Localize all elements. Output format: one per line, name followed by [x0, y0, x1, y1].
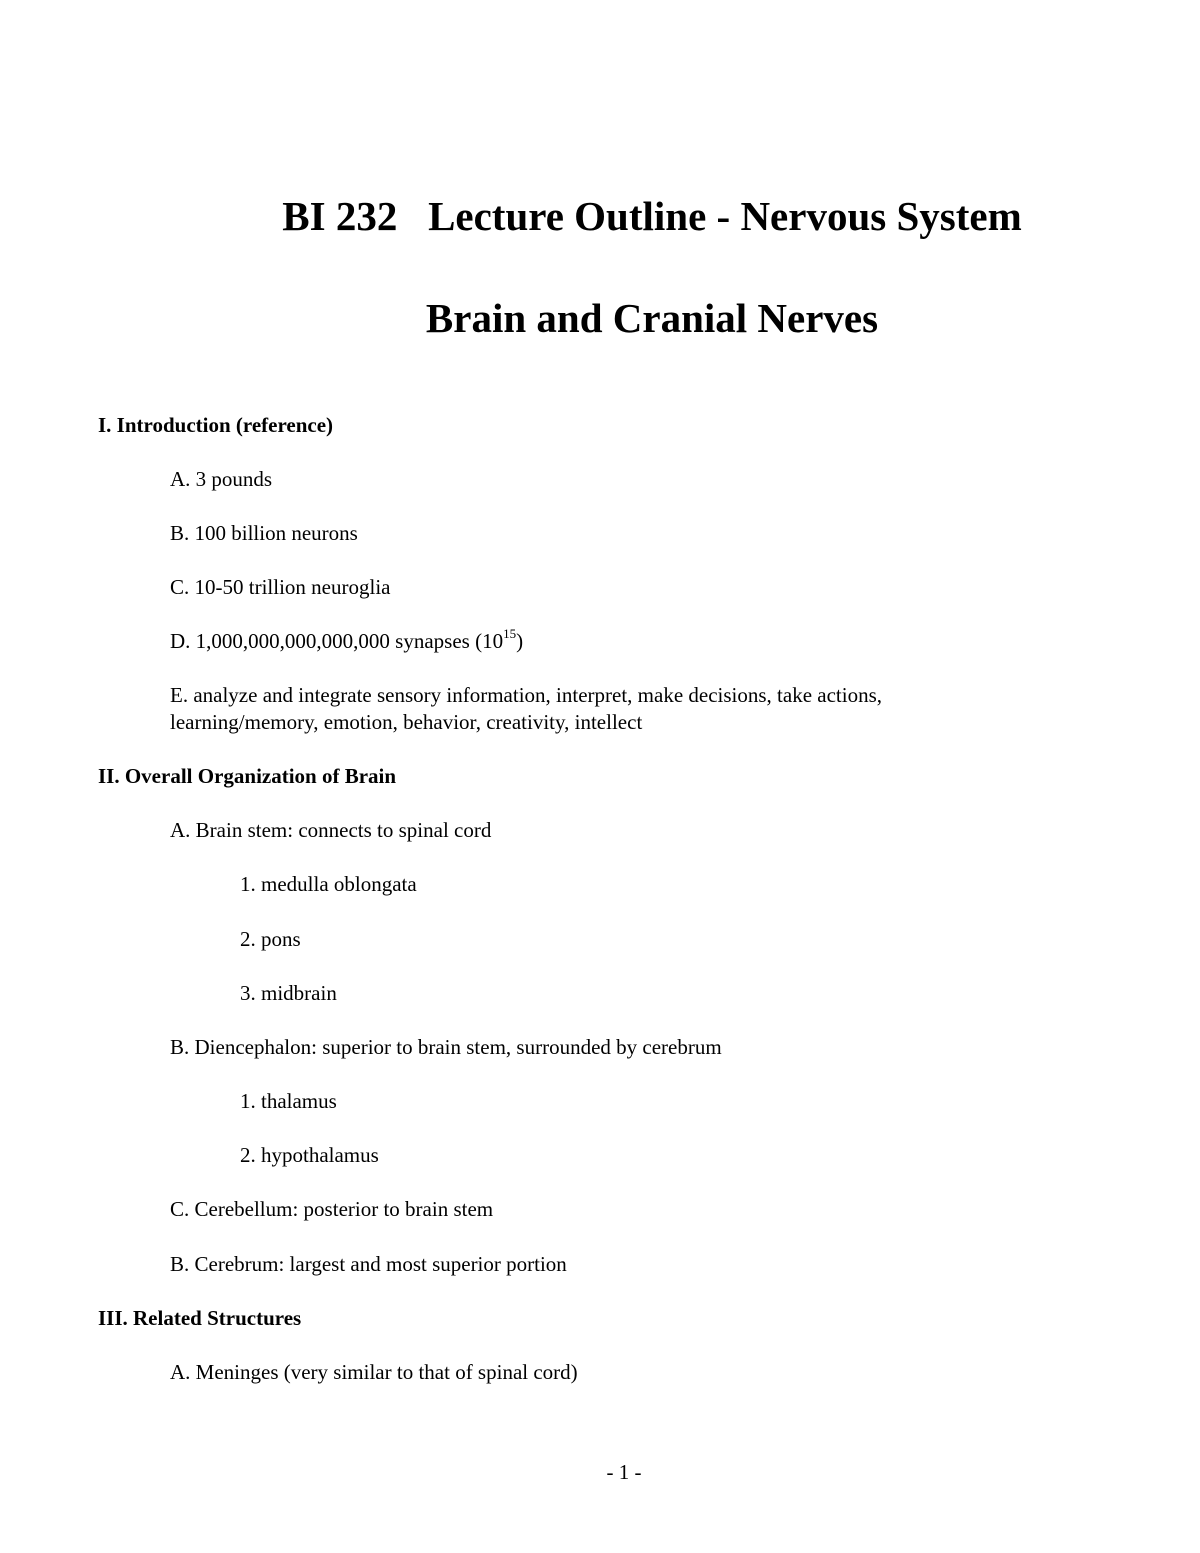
synapses-text: D. 1,000,000,000,000,000 synapses (10 — [170, 629, 504, 653]
outline-subitem: 3. midbrain — [240, 981, 337, 1005]
document-subtitle: Brain and Cranial Nerves — [425, 295, 879, 341]
outline-subitem: 2. hypothalamus — [240, 1143, 379, 1167]
outline-item: A. Meninges (very similar to that of spinal cord) — [170, 1360, 578, 1384]
outline-item: C. Cerebellum: posterior to brain stem — [170, 1197, 494, 1221]
section-heading-introduction: I. Introduction (reference) — [98, 413, 334, 437]
outline-item: A. 3 pounds — [170, 467, 273, 491]
outline-item: B. Diencephalon: superior to brain stem, surrounded by cerebrum — [170, 1035, 722, 1059]
outline-item: A. Brain stem: connects to spinal cord — [170, 818, 492, 842]
page-number: - 1 - — [606, 1460, 642, 1484]
outline-item: B. Cerebrum: largest and most superior portion — [170, 1252, 567, 1276]
outline-subitem: 1. thalamus — [240, 1089, 337, 1113]
outline-item: B. 100 billion neurons — [170, 521, 358, 545]
document-title: BI 232 Lecture Outline - Nervous System — [282, 193, 1022, 239]
outline-subitem: 1. medulla oblongata — [240, 872, 417, 896]
section-heading-organization: II. Overall Organization of Brain — [98, 764, 397, 788]
outline-subitem: 2. pons — [240, 927, 301, 951]
section-heading-related-structures: III. Related Structures — [98, 1306, 302, 1330]
outline-item-functions-line1: E. analyze and integrate sensory information, interpret, make decisions, take actions, — [170, 683, 883, 707]
exponent: 15 — [503, 626, 517, 641]
outline-item-synapses — [170, 627, 523, 655]
outline-item: C. 10-50 trillion neuroglia — [170, 575, 391, 599]
synapses-close: ) — [516, 629, 524, 653]
outline-item-functions-line2: learning/memory, emotion, behavior, creativity, intellect — [170, 710, 643, 734]
